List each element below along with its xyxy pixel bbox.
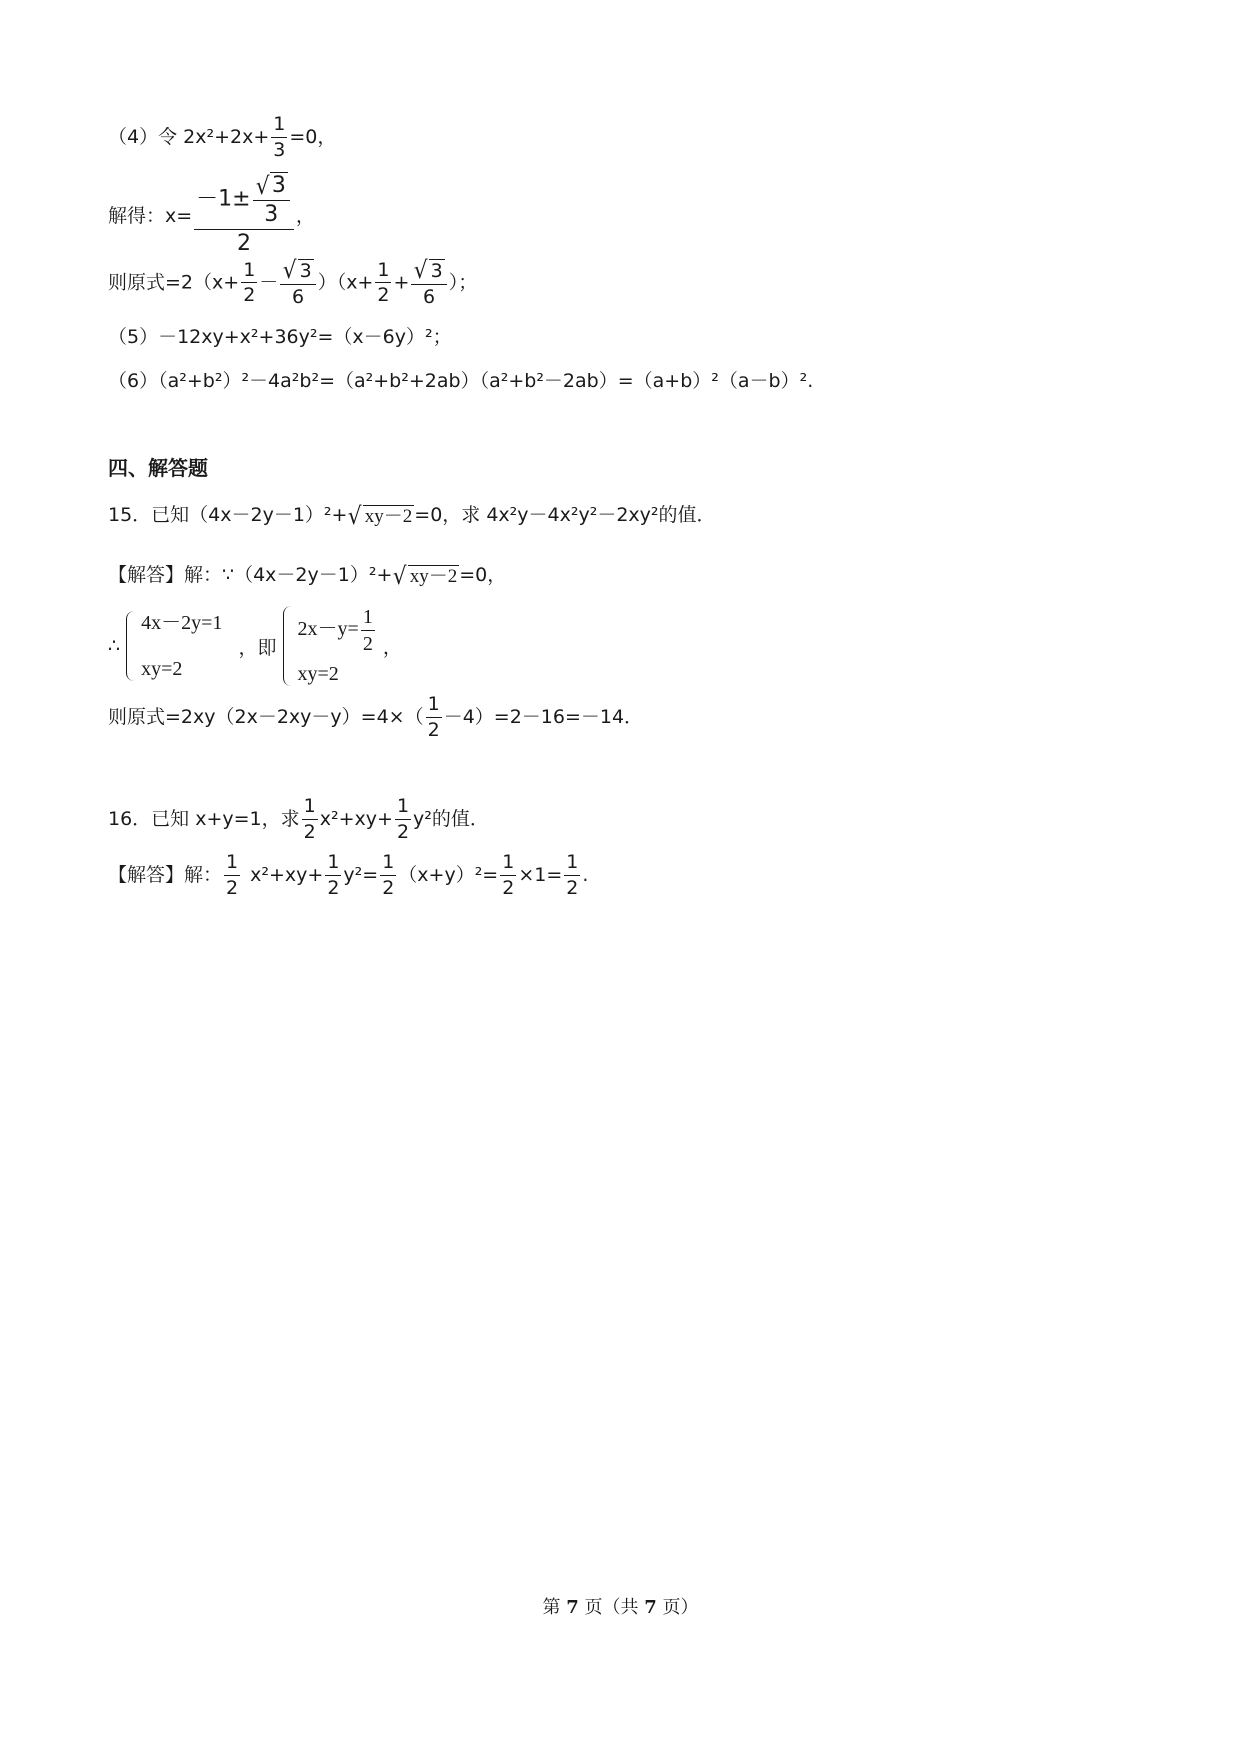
- answer-15-system: ∴ 4x－2y=1 xy=2 ，即 2x－y= $\frac{1}{2}$ xy=2 ，: [108, 606, 402, 685]
- fraction-root-formula: －1± √ 3 3 2: [194, 172, 294, 257]
- answer-16: 【解答】解： $\frac{1}{2}$ x²+xy+ $\frac{1}{2}$ y²= $\frac{1}{2}$ （x+y）²= $\frac{1}{2}$ ×1= $\frac{1}{2}$ .: [108, 851, 589, 899]
- answer-15-final: 则原式=2xy（2x－2xy－y）=4×（ $\frac{1}{2}$ －4）=2－16=－14．: [108, 693, 644, 741]
- item-6: （6）（a²+b²）²－4a²b²=（a²+b²+2ab）（a²+b²－2ab）=（a+b）²（a－b）².: [108, 370, 814, 392]
- question-16: 16．已知 x+y=1，求 $\frac{1}{2}$ x²+xy+ $\frac{1}{2}$ y²的值．: [108, 795, 489, 843]
- fraction-half: $\frac{1}{2}$: [427, 693, 440, 741]
- fraction-sqrt3-over-6: √ 3 6: [280, 258, 315, 308]
- fraction-one-third: $\frac{1}{3}$: [273, 113, 286, 161]
- fraction-half: $\frac{1}{2}$: [377, 258, 390, 307]
- equation-system-1: 4x－2y=1 xy=2: [126, 611, 222, 681]
- sqrt-expression: √ xy－2: [348, 501, 413, 530]
- factored-form: 则原式=2（x+ $\frac{1}{2}$ － √ 3 6 ）（x+ $\frac{1}{2}$ + √ 3 6 ）；: [108, 256, 478, 308]
- page-footer: 第 7 页（共 7 页）: [542, 1597, 699, 1618]
- item-4: （4）令 2x²+2x+ $\frac{1}{3}$ =0，: [108, 113, 337, 161]
- answer-15-line1: 【解答】解：∵（4x－2y－1）²+ √ xy－2 =0，: [108, 561, 507, 590]
- section-heading: 四、解答题: [108, 456, 208, 480]
- sqrt-expression: √ xy－2: [393, 561, 458, 590]
- fraction-sqrt3-over-6: √ 3 6: [411, 258, 446, 308]
- equation-system-2: 2x－y= $\frac{1}{2}$ xy=2: [283, 606, 377, 686]
- solution-x: 解得：x= －1± √ 3 3 2 ，: [108, 172, 315, 257]
- item-5: （5）－12xy+x²+36y²=（x－6y）²；: [108, 326, 452, 348]
- fraction-half: $\frac{1}{2}$: [243, 258, 256, 307]
- question-15: 15．已知（4x－2y－1）²+ √ xy－2 =0，求 4x²y－4x²y²－2xy²的值．: [108, 501, 716, 530]
